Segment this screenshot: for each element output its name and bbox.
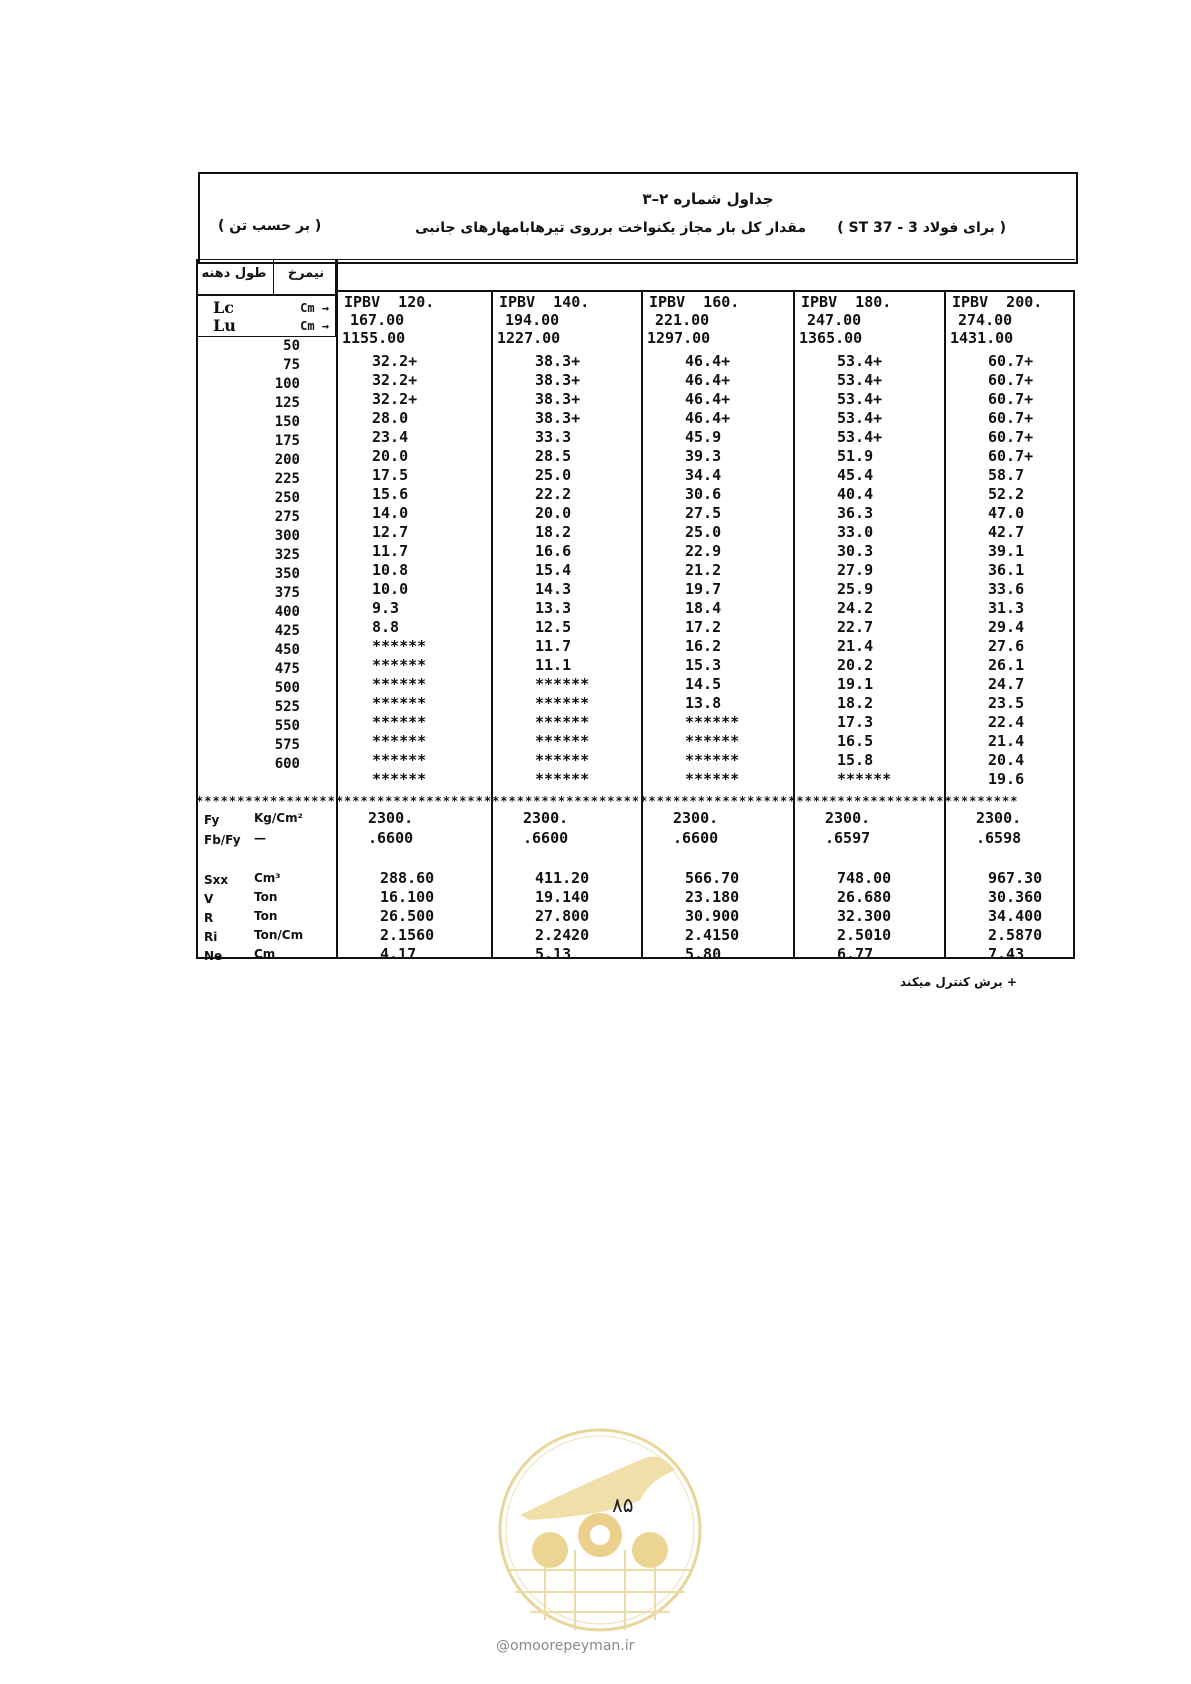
load-value: 53.4+ [837,428,883,446]
property-value: 26.500 [380,907,435,925]
load-value: 38.3+ [535,352,581,370]
lu-value: 1227.00 [497,329,561,347]
load-value: ****** [372,770,427,788]
load-value: 16.5 [837,732,874,750]
property-value: 19.140 [535,888,590,906]
load-value: 30.6 [685,485,722,503]
load-value: ****** [372,751,427,769]
section-mid-line [336,259,1075,260]
load-value: 25.0 [535,466,572,484]
property-value: 2300. [976,809,1022,827]
load-value: 29.4 [988,618,1025,636]
load-value: 46.4+ [685,352,731,370]
table-header-box [198,172,1078,264]
load-value: 21.2 [685,561,722,579]
property-symbol: Fb/Fy [204,833,241,847]
property-unit: Kg/Cm² [254,811,303,825]
profile-label: نیمرخ [287,266,325,281]
load-value: 17.3 [837,713,874,731]
lu-unit: Cm → [300,319,329,333]
property-value: 5.80 [685,945,722,963]
property-value: .6600 [368,829,414,847]
length-header [196,295,336,337]
property-unit: Ton [254,890,278,904]
property-symbol: Sxx [204,873,229,887]
divider-0 [336,259,338,959]
section-name: IPBV 200. [952,293,1043,311]
load-value: 28.0 [372,409,409,427]
section-top-line [336,290,1075,292]
load-value: ****** [837,770,892,788]
property-symbol: R [204,911,214,925]
load-value: 39.1 [988,542,1025,560]
load-value: 11.1 [535,656,572,674]
load-value: 21.4 [988,732,1025,750]
load-value: 30.3 [837,542,874,560]
property-symbol: Ri [204,930,218,944]
load-value: ****** [535,751,590,769]
span-value: 125 [274,395,300,411]
section-name: IPBV 140. [499,293,590,311]
span-value: 150 [274,414,300,430]
load-value: 38.3+ [535,409,581,427]
load-value: 53.4+ [837,371,883,389]
property-value: 2300. [523,809,569,827]
property-unit: Ton/Cm [254,928,304,942]
load-value: 42.7 [988,523,1025,541]
load-value: 32.2+ [372,371,418,389]
load-value: 15.6 [372,485,409,503]
divider-1 [491,290,493,959]
span-value: 600 [274,756,300,772]
property-value: 2.5870 [988,926,1043,944]
load-value: ****** [685,713,740,731]
property-value: 34.400 [988,907,1043,925]
property-value: 27.800 [535,907,590,925]
property-value: 2.1560 [380,926,435,944]
load-value: 17.2 [685,618,722,636]
span-value: 225 [274,471,300,487]
load-value: 27.9 [837,561,874,579]
load-value: ****** [372,732,427,750]
property-unit: Cm³ [254,871,281,885]
load-value: 12.5 [535,618,572,636]
span-value: 425 [274,623,300,639]
load-value: 58.7 [988,466,1025,484]
corner-separator [273,260,274,294]
load-value: 11.7 [372,542,409,560]
load-value: 46.4+ [685,409,731,427]
property-symbol: V [204,892,214,906]
property-value: .6600 [673,829,719,847]
property-value: 26.680 [837,888,892,906]
property-value: 2.5010 [837,926,892,944]
property-value: 411.20 [535,869,590,887]
lc-symbol: Lc [213,298,234,317]
left-column [196,259,336,959]
load-value: 33.3 [535,428,572,446]
span-value: 250 [274,490,300,506]
star-separator: **************************************************************************************************** [196,794,1019,808]
load-value: 47.0 [988,504,1025,522]
span-value: 500 [274,680,300,696]
property-value: 5.13 [535,945,572,963]
span-value: 575 [274,737,300,753]
span-value: 100 [274,376,300,392]
load-value: 38.3+ [535,371,581,389]
load-value: ****** [535,675,590,693]
span-value: 200 [274,452,300,468]
load-value: 11.7 [535,637,572,655]
span-value: 350 [274,566,300,582]
load-value: 22.9 [685,542,722,560]
steel-grade: ( برای فولاد ST 37 - 3 ) [837,220,1006,236]
load-value: ****** [535,732,590,750]
property-symbol: Fy [204,813,220,827]
load-value: 13.8 [685,694,722,712]
load-value: ****** [685,751,740,769]
lc-value: 247.00 [807,311,862,329]
load-value: 39.3 [685,447,722,465]
lc-value: 274.00 [958,311,1013,329]
load-value: 22.7 [837,618,874,636]
load-value: 60.7+ [988,371,1034,389]
load-value: 14.3 [535,580,572,598]
lu-value: 1297.00 [647,329,711,347]
property-value: .6598 [976,829,1022,847]
lc-value: 167.00 [350,311,405,329]
divider-2 [641,290,643,959]
load-value: 19.7 [685,580,722,598]
load-value: 9.3 [372,599,400,617]
load-value: 60.7+ [988,352,1034,370]
load-value: 20.4 [988,751,1025,769]
load-value: 33.6 [988,580,1025,598]
load-value: 27.5 [685,504,722,522]
load-value: 60.7+ [988,447,1034,465]
load-value: 52.2 [988,485,1025,503]
property-value: 2.4150 [685,926,740,944]
load-value: 24.7 [988,675,1025,693]
section-name: IPBV 180. [801,293,892,311]
load-value: ****** [372,656,427,674]
property-unit: — [254,831,266,845]
load-value: ****** [372,694,427,712]
unit-note: ( بر حسب تن ) [218,218,322,234]
load-value: ****** [372,637,427,655]
load-value: 15.8 [837,751,874,769]
lc-unit: Cm → [300,301,329,315]
load-value: 53.4+ [837,352,883,370]
table-number: جداول شماره ۲–۳ [642,190,774,208]
watermark-text: @omoorepeyman.ir [496,1638,635,1654]
lc-value: 221.00 [655,311,710,329]
property-value: 6.77 [837,945,874,963]
load-value: 25.9 [837,580,874,598]
load-value: 19.1 [837,675,874,693]
span-value: 175 [274,433,300,449]
table-title: مقدار کل بار مجاز یکنواخت برروی تیرهابامهارهای جانبی [415,220,806,236]
load-value: 60.7+ [988,409,1034,427]
property-value: 23.180 [685,888,740,906]
load-value: 33.0 [837,523,874,541]
property-value: 288.60 [380,869,435,887]
load-value: 60.7+ [988,428,1034,446]
property-value: .6597 [825,829,871,847]
span-value: 400 [274,604,300,620]
corner-cell [196,259,336,295]
property-value: 2300. [368,809,414,827]
property-value: 2300. [673,809,719,827]
load-value: 38.3+ [535,390,581,408]
load-value: 27.6 [988,637,1025,655]
load-value: 36.3 [837,504,874,522]
property-value: 566.70 [685,869,740,887]
load-value: ****** [372,713,427,731]
property-value: 967.30 [988,869,1043,887]
load-value: 20.0 [535,504,572,522]
load-value: 40.4 [837,485,874,503]
load-value: 25.0 [685,523,722,541]
load-value: 36.1 [988,561,1025,579]
load-value: 8.8 [372,618,400,636]
load-value: ****** [685,732,740,750]
load-value: 45.4 [837,466,874,484]
lu-symbol: Lu [213,316,236,335]
load-value: 26.1 [988,656,1025,674]
load-value: 18.2 [535,523,572,541]
load-value: 10.0 [372,580,409,598]
load-value: 32.2+ [372,352,418,370]
load-value: 31.3 [988,599,1025,617]
load-value: 22.4 [988,713,1025,731]
property-value: 2.2420 [535,926,590,944]
load-value: ****** [535,713,590,731]
load-value: 20.0 [372,447,409,465]
load-value: ****** [535,770,590,788]
span-value: 275 [274,509,300,525]
span-value: 450 [274,642,300,658]
span-value: 375 [274,585,300,601]
load-value: 21.4 [837,637,874,655]
load-value: 45.9 [685,428,722,446]
lu-value: 1155.00 [342,329,406,347]
load-value: 10.8 [372,561,409,579]
divider-4 [944,290,946,959]
load-value: 28.5 [535,447,572,465]
load-value: 32.2+ [372,390,418,408]
load-value: ****** [685,770,740,788]
property-value: 2300. [825,809,871,827]
load-value: 53.4+ [837,390,883,408]
property-unit: Ton [254,909,278,923]
span-value: 550 [274,718,300,734]
load-value: 23.4 [372,428,409,446]
span-value: 50 [283,338,300,354]
shear-note: + برش کنترل میکند [900,975,1017,989]
load-value: 20.2 [837,656,874,674]
load-value: 46.4+ [685,371,731,389]
span-value: 300 [274,528,300,544]
load-value: 16.6 [535,542,572,560]
load-value: 24.2 [837,599,874,617]
load-value: 15.3 [685,656,722,674]
load-value: 14.0 [372,504,409,522]
property-value: 748.00 [837,869,892,887]
lu-value: 1431.00 [950,329,1014,347]
span-value: 525 [274,699,300,715]
load-value: ****** [535,694,590,712]
load-value: 22.2 [535,485,572,503]
omoorepeyman-logo [490,1420,710,1640]
property-value: 30.360 [988,888,1043,906]
page-number: ۸۵ [612,1493,634,1517]
property-value: 7.43 [988,945,1025,963]
load-value: 53.4+ [837,409,883,427]
load-value: 18.2 [837,694,874,712]
property-value: 4.17 [380,945,417,963]
load-value: ****** [372,675,427,693]
property-value: 16.100 [380,888,435,906]
section-name: IPBV 160. [649,293,740,311]
load-value: 13.3 [535,599,572,617]
load-value: 60.7+ [988,390,1034,408]
load-value: 23.5 [988,694,1025,712]
load-value: 51.9 [837,447,874,465]
property-value: 32.300 [837,907,892,925]
span-value: 75 [283,357,300,373]
divider-3 [793,290,795,959]
property-symbol: Ne [204,949,223,963]
load-value: 15.4 [535,561,572,579]
load-value: 34.4 [685,466,722,484]
span-value: 475 [274,661,300,677]
load-value: 17.5 [372,466,409,484]
load-value: 12.7 [372,523,409,541]
span-label: طول دهنه [201,266,267,281]
load-value: 16.2 [685,637,722,655]
lc-value: 194.00 [505,311,560,329]
property-value: .6600 [523,829,569,847]
section-name: IPBV 120. [344,293,435,311]
load-value: 14.5 [685,675,722,693]
property-unit: Cm [254,947,276,961]
load-value: 46.4+ [685,390,731,408]
property-value: 30.900 [685,907,740,925]
lu-value: 1365.00 [799,329,863,347]
load-value: 18.4 [685,599,722,617]
span-value: 325 [274,547,300,563]
load-value: 19.6 [988,770,1025,788]
